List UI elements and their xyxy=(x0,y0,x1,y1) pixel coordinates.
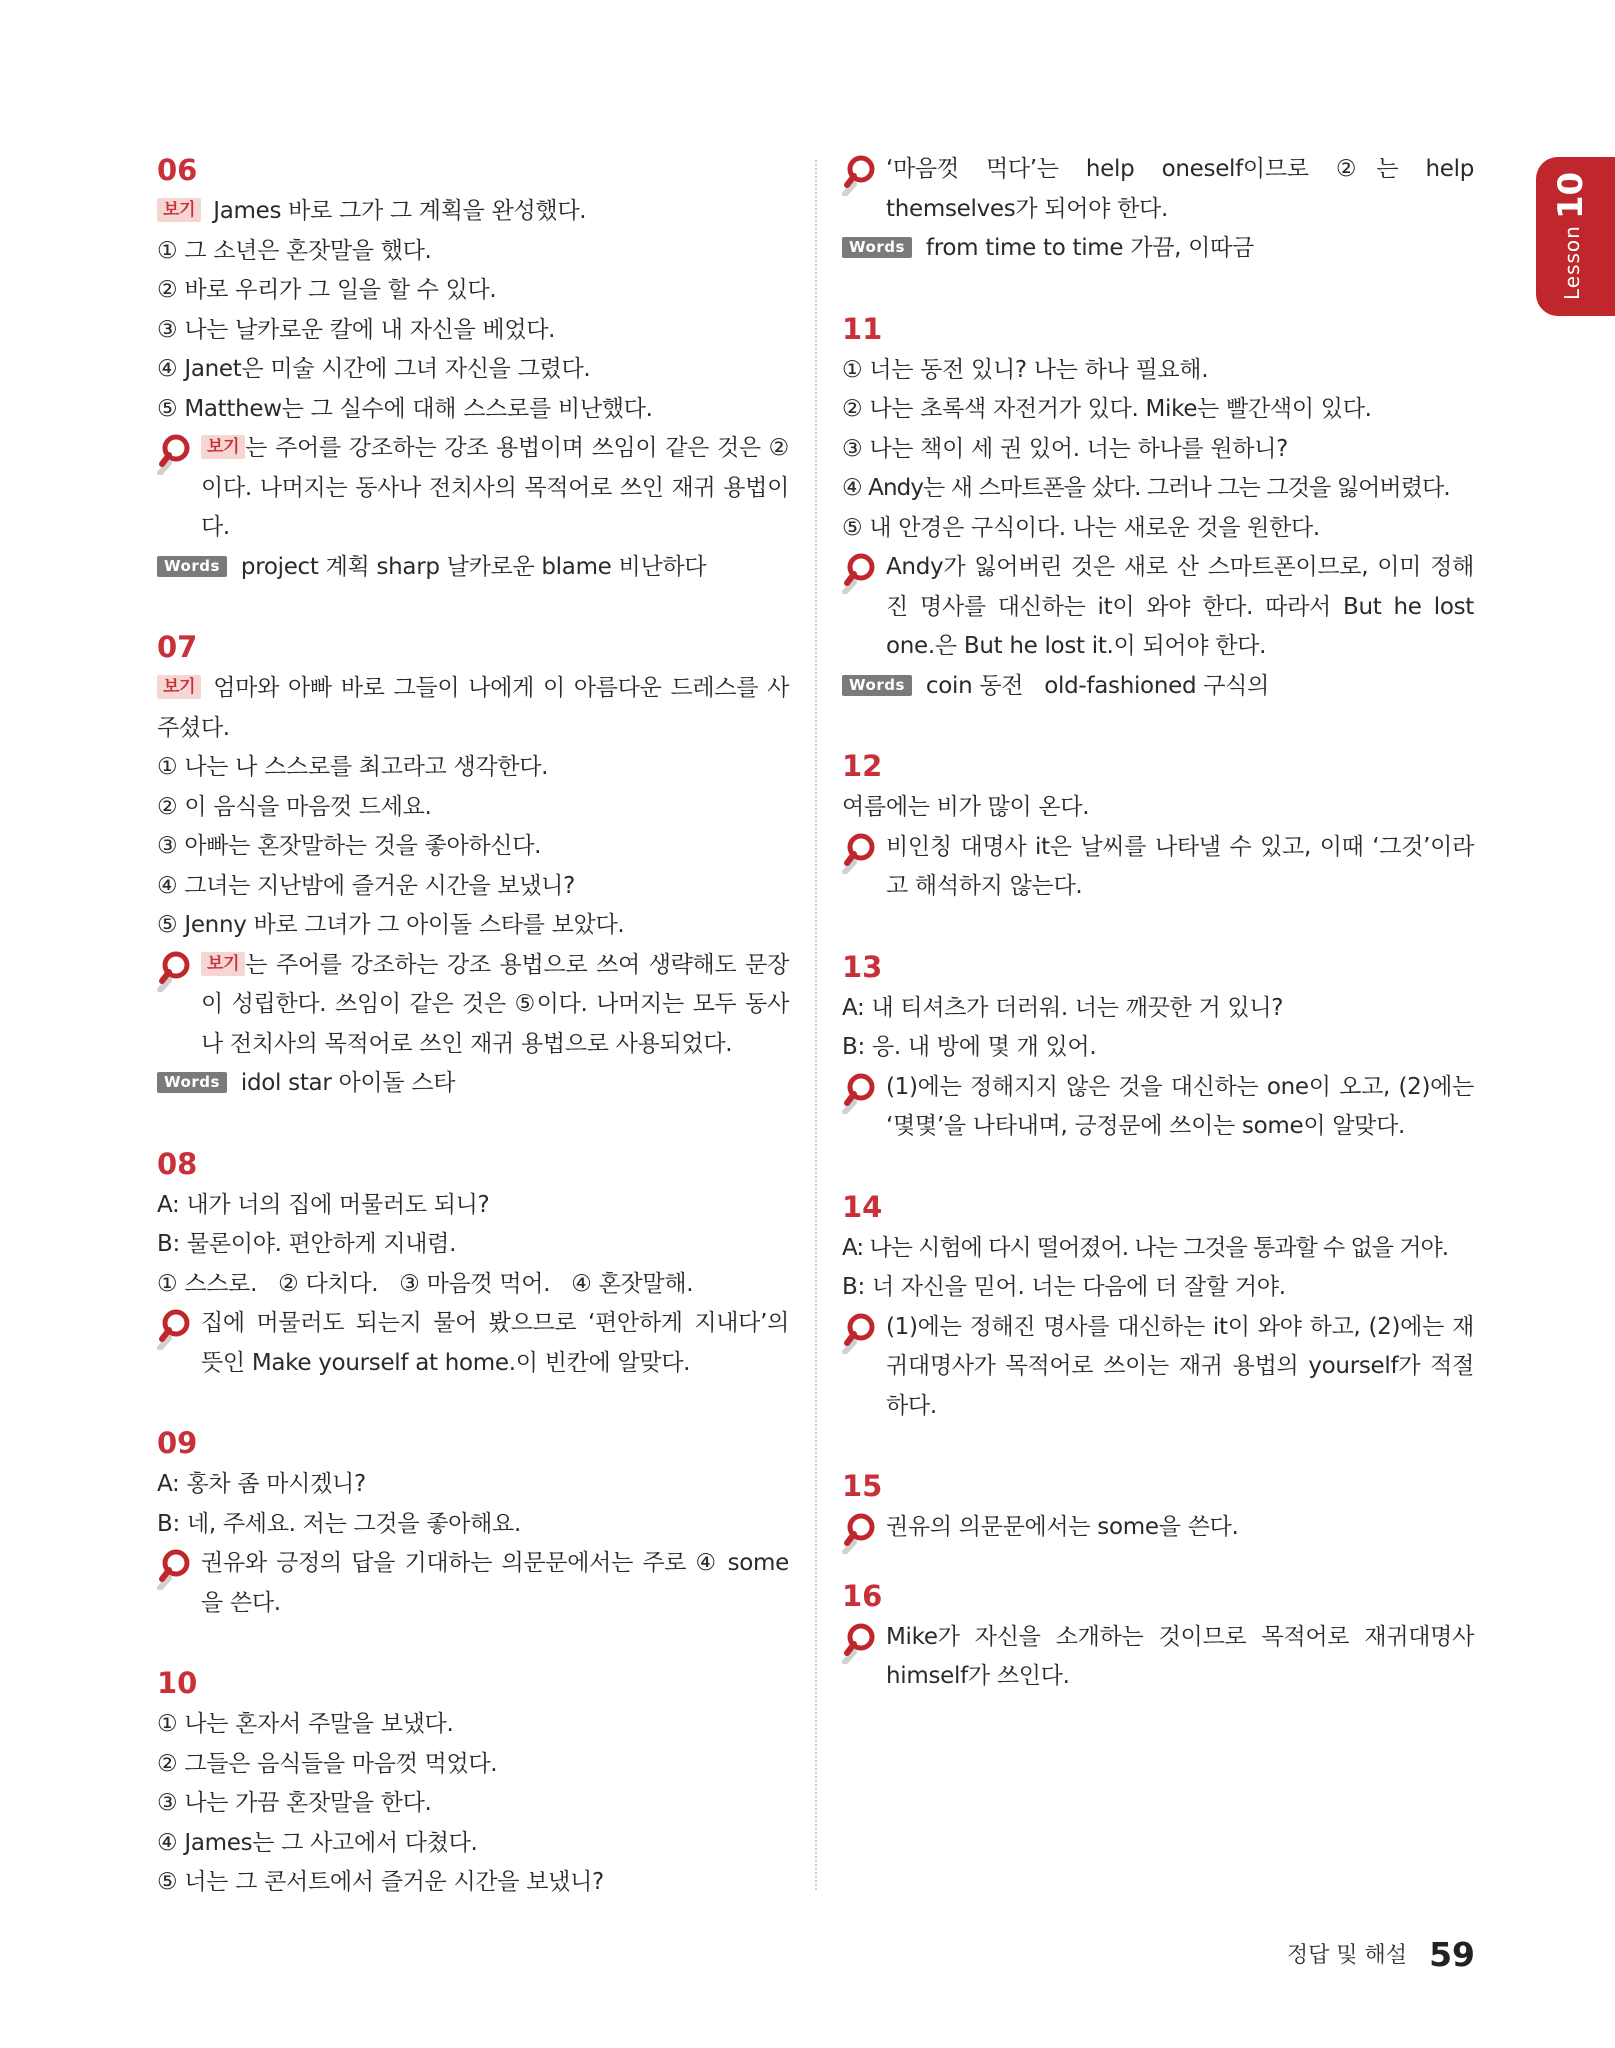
question-14: 14 A: 나는 시험에 다시 떨어졌어. 나는 그것을 통과할 수 없을 거야. B: 너 자신을 믿어. 너는 다음에 더 잘할 거야. (1)에는 정해진 명사를 대신하는 it이 와야 하고, (2)에는 재귀대명사가 목적어로 쓰이는 재귀 용법의 yourself가 적절하다. xyxy=(842,1187,1474,1427)
magnifier-icon xyxy=(157,950,191,992)
words-badge: Words xyxy=(842,237,912,258)
explanation: 권유의 의문문에서는 some을 쓴다. xyxy=(842,1508,1474,1548)
explanation: 집에 머물러도 되는지 물어 봤으므로 ‘편안하게 지내다’의 뜻인 Make yourself at home.이 빈칸에 알맞다. xyxy=(157,1304,789,1383)
magnifier-icon xyxy=(842,154,876,196)
question-08: 08 A: 내가 너의 집에 머물러도 되니? B: 물론이야. 편안하게 지내렴. ① 스스로. ② 다치다. ③ 마음껏 먹어. ④ 혼잣말해. 집에 머물러도 되는지 물어 봤으므로 ‘편안하게 지내다’의 뜻인 Make yourself at home.이 빈칸에 알맞다. xyxy=(157,1144,789,1384)
explanation: (1)에는 정해지지 않은 것을 대신하는 one이 오고, (2)에는 ‘몇몇’을 나타내며, 긍정문에 쓰이는 some이 알맞다. xyxy=(842,1068,1474,1147)
lesson-tab-label: Lesson10 xyxy=(1551,171,1591,300)
explanation: Mike가 자신을 소개하는 것이므로 목적어로 재귀대명사 himself가 쓰인다. xyxy=(842,1618,1474,1697)
column-divider xyxy=(815,160,817,1890)
explanation: 비인칭 대명사 it은 날씨를 나타낼 수 있고, 이때 ‘그것’이라고 해석하지 않는다. xyxy=(842,828,1474,907)
question-11: 11 ① 너는 동전 있니? 나는 하나 필요해. ② 나는 초록색 자전거가 있다. Mike는 빨간색이 있다. ③ 나는 책이 세 권 있어. 너는 하나를 원하니? ④ Andy는 새 스마트폰을 샀다. 그러나 그는 그것을 잃어버렸다. ⑤ 내 안경은 구식이다. 나는 새로운 것을 원한다. Andy가 잃어버린 것은 새로 산 스마트폰이므로, 이미 정해진 명사를 대신하는 it이 와야 한다. 따라서 But he lost one.은 But he lost it.이 되어야 한다. Words coin 동전 old-fashioned 구식의 xyxy=(842,309,1474,707)
magnifier-icon xyxy=(842,552,876,594)
question-12: 12 여름에는 비가 많이 온다. 비인칭 대명사 it은 날씨를 나타낼 수 있고, 이때 ‘그것’이라고 해석하지 않는다. xyxy=(842,746,1474,907)
question-10-continued xyxy=(842,150,1474,269)
explanation: (1)에는 정해진 명사를 대신하는 it이 와야 하고, (2)에는 재귀대명사가 목적어로 쓰이는 재귀 용법의 yourself가 적절하다. xyxy=(842,1308,1474,1427)
left-column xyxy=(157,150,789,1943)
question-13: 13 A: 내 티셔츠가 더러워. 너는 깨끗한 거 있니? B: 응. 내 방에 몇 개 있어. (1)에는 정해지지 않은 것을 대신하는 one이 오고, (2)에는 ‘몇몇’을 나타내며, 긍정문에 쓰이는 some이 알맞다. xyxy=(842,947,1474,1147)
magnifier-icon xyxy=(157,1308,191,1350)
magnifier-icon xyxy=(842,832,876,874)
right-column xyxy=(842,150,1474,1737)
explanation: Andy가 잃어버린 것은 새로 산 스마트폰이므로, 이미 정해진 명사를 대신하는 it이 와야 한다. 따라서 But he lost one.은 But he lost it.이 되어야 한다. xyxy=(842,548,1474,667)
question-09: 09 A: 홍차 좀 마시겠니? B: 네, 주세요. 저는 그것을 좋아해요. 권유와 긍정의 답을 기대하는 의문문에서는 주로 ④ some을 쓴다. xyxy=(157,1423,789,1623)
bogi-badge: 보기 xyxy=(157,675,201,699)
magnifier-icon xyxy=(842,1072,876,1114)
page-number: 59 xyxy=(1429,1935,1475,1974)
magnifier-icon xyxy=(842,1312,876,1354)
bogi-badge: 보기 xyxy=(201,435,245,459)
words-line: Words from time to time 가끔, 이따금 xyxy=(842,229,1474,269)
magnifier-icon xyxy=(842,1512,876,1554)
question-07: 07 보기 엄마와 아빠 바로 그들이 나에게 이 아름다운 드레스를 사주셨다. ① 나는 나 스스로를 최고라고 생각한다. ② 이 음식을 마음껏 드세요. ③ 아빠는 혼잣말하는 것을 좋아하신다. ④ 그녀는 지난밤에 즐거운 시간을 보냈니? ⑤ Jenny 바로 그녀가 그 아이돌 스타를 보았다. 보기 는 주어를 강조하는 강조 용법으로 쓰여 생략해도 문장이 성립한다. 쓰임이 같은 것은 ⑤이다. 나머지는 모두 동사나 전치사의 목적어로 쓰인 재귀 용법으로 사용되었다. Words idol star 아이돌 스타 xyxy=(157,627,789,1104)
words-badge: Words xyxy=(157,1072,227,1093)
question-15: 15 권유의 의문문에서는 some을 쓴다. xyxy=(842,1466,1474,1548)
question-10: 10 ① 나는 혼자서 주말을 보냈다. ② 그들은 음식들을 마음껏 먹었다. ③ 나는 가끔 혼잣말을 한다. ④ James는 그 사고에서 다쳤다. ⑤ 너는 그 콘서트에서 즐거운 시간을 보냈니? xyxy=(157,1666,604,1895)
magnifier-icon xyxy=(842,1622,876,1664)
words-badge: Words xyxy=(842,675,912,696)
explanation: 권유와 긍정의 답을 기대하는 의문문에서는 주로 ④ some을 쓴다. xyxy=(157,1544,789,1623)
words-line: Words project 계획 sharp 날카로운 blame 비난하다 xyxy=(157,548,789,588)
question-16: 16 Mike가 자신을 소개하는 것이므로 목적어로 재귀대명사 himself가 쓰인다. xyxy=(842,1576,1474,1697)
footer-label: 정답 및 해설 xyxy=(1286,1943,1408,1968)
explanation: 보기 는 주어를 강조하는 강조 용법이며 쓰임이 같은 것은 ②이다. 나머지는 동사나 전치사의 목적어로 쓰인 재귀 용법이다. xyxy=(157,429,789,548)
words-line: Words coin 동전 old-fashioned 구식의 xyxy=(842,667,1474,707)
page-footer xyxy=(1287,1935,1475,1974)
magnifier-icon xyxy=(157,433,191,475)
bogi-badge: 보기 xyxy=(157,198,201,222)
bogi-badge: 보기 xyxy=(201,952,245,976)
words-line: Words idol star 아이돌 스타 xyxy=(157,1064,789,1104)
explanation: ‘마음껏 먹다’는 help oneself이므로 ②는 help themselves가 되어야 한다. xyxy=(842,150,1474,229)
words-badge: Words xyxy=(157,556,227,577)
explanation: 보기 는 주어를 강조하는 강조 용법으로 쓰여 생략해도 문장이 성립한다. 쓰임이 같은 것은 ⑤이다. 나머지는 모두 동사나 전치사의 목적어로 쓰인 재귀 용법으로 사용되었다. xyxy=(157,946,789,1065)
question-06: 06 보기 James 바로 그가 그 계획을 완성했다. ① 그 소년은 혼잣말을 했다. ② 바로 우리가 그 일을 할 수 있다. ③ 나는 날카로운 칼에 내 자신을 베었다. ④ Janet은 미술 시간에 그녀 자신을 그렸다. ⑤ Matthew는 그 실수에 대해 스스로를 비난했다. 보기 는 주어를 강조하는 강조 용법이며 쓰임이 같은 것은 ②이다. 나머지는 동사나 전치사의 목적어로 쓰인 재귀 용법이다. Words project 계획 sharp 날카로운 blame 비난하다 xyxy=(157,150,789,587)
magnifier-icon xyxy=(157,1548,191,1590)
